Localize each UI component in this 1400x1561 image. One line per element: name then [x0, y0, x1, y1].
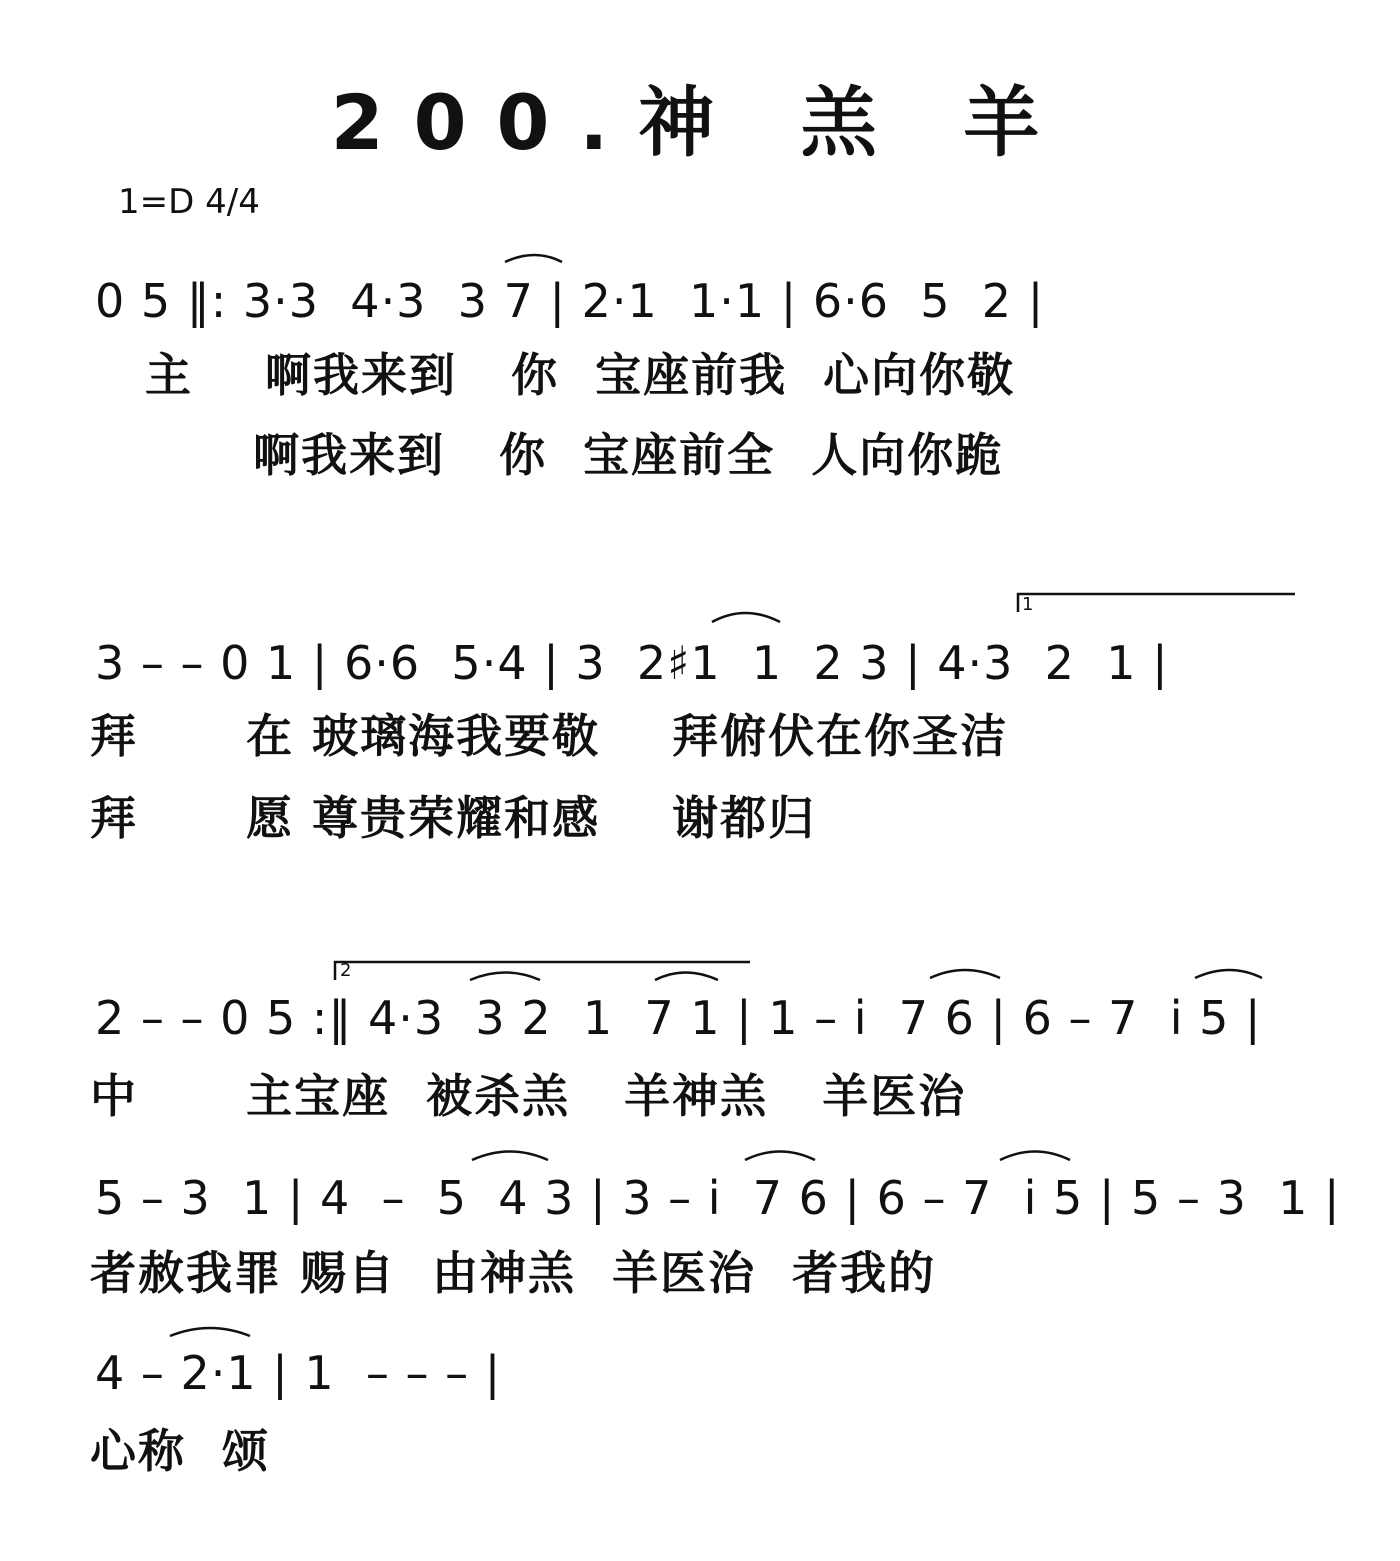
volta-1-label: 1 [1022, 594, 1034, 615]
notation-line-3: 2 – – 0 5 :‖ 4·3 3 2 1 7 1 | 1 – i 7 6 | 6 – 7 i 5 | [95, 991, 1262, 1045]
slur-mark [745, 1152, 815, 1161]
lyric-line-2a: 拜 在 玻璃海我要敬 拜俯伏在你圣洁 [90, 709, 1009, 763]
volta-bracket-1 [1018, 594, 1295, 615]
key-signature: 1=D 4/4 [118, 182, 260, 222]
slur-mark [470, 973, 540, 981]
slur-mark [712, 613, 780, 622]
notation-line-4: 5 – 3 1 | 4 – 5 4 3 | 3 – i 7 6 | 6 – 7 i 5 | 5 – 3 1 | [95, 1171, 1341, 1225]
notation-line-2: 3 – – 0 1 | 6·6 5·4 | 3 2♯1 1 2 3 | 4·3 2 1 | [95, 636, 1169, 690]
slur-mark [1195, 970, 1262, 978]
slur-mark [472, 1152, 548, 1161]
volta-2-label: 2 [340, 960, 352, 981]
slur-mark [1000, 1152, 1070, 1161]
lyric-line-1a: 主 啊我来到 你 宝座前我 心向你敬 [145, 348, 1016, 402]
volta-bracket-2 [335, 962, 750, 980]
lyric-line-3: 中 主宝座 被杀羔 羊神羔 羊医治 [90, 1069, 967, 1123]
notation-line-1: 0 5 ‖: 3·3 4·3 3 7 | 2·1 1·1 | 6·6 5 2 | [95, 274, 1045, 328]
lyric-line-2b: 拜 愿 尊贵荣耀和感 谢都归 [90, 791, 817, 845]
notation-line-5: 4 – 2·1 | 1 – – – | [95, 1346, 502, 1400]
slur-mark [930, 970, 1000, 978]
song-title: 200.神 羔 羊 [330, 78, 1070, 167]
slur-mark [655, 973, 718, 981]
lyric-line-1b: 啊我来到 你 宝座前全 人向你跪 [145, 428, 1004, 482]
lyric-line-5: 心称 颂 [90, 1424, 271, 1478]
slur-mark [170, 1328, 250, 1336]
lyric-line-4: 者赦我罪 赐自 由神羔 羊医治 者我的 [90, 1246, 937, 1300]
slur-mark [505, 255, 562, 262]
